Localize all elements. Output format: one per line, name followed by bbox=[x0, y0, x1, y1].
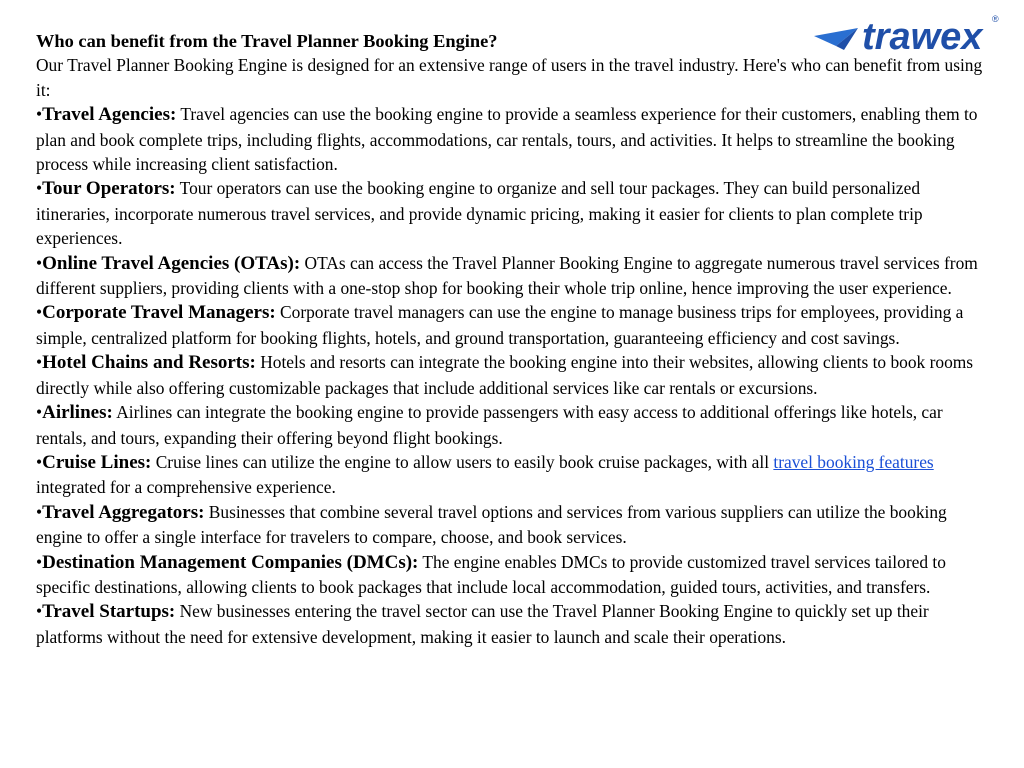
item-text-before-link: Cruise lines can utilize the engine to allow users to easily book cruise packages, with all bbox=[151, 451, 774, 472]
bullet: • bbox=[36, 252, 43, 273]
item-text: Tour operators can use the booking engine to organize and sell tour packages. They can build personalized itineraries, incorporate numerous travel services, and provide dynamic pricing, making it easier for clients to plan complete trip experiences. bbox=[36, 178, 923, 249]
list-item-cruise-lines bbox=[36, 450, 991, 500]
item-term: Travel Agencies: bbox=[42, 104, 177, 126]
item-term: Online Travel Agencies (OTAs): bbox=[42, 252, 301, 274]
list-item-otas bbox=[36, 251, 991, 301]
page-heading: Who can benefit from the Travel Planner Booking Engine? bbox=[36, 31, 498, 51]
logo-registered-mark: ® bbox=[992, 14, 999, 24]
list-item-travel-aggregators bbox=[36, 500, 991, 550]
list-item-hotel-chains bbox=[36, 350, 991, 400]
bullet: • bbox=[36, 352, 43, 373]
bullet: • bbox=[36, 302, 43, 323]
list-item-travel-agencies bbox=[36, 102, 991, 176]
item-term: Destination Management Companies (DMCs): bbox=[42, 551, 419, 573]
item-term: Corporate Travel Managers: bbox=[42, 302, 276, 324]
item-text: Hotels and resorts can integrate the booking engine into their websites, allowing clients to book rooms directly while also offering customizable packages that include additional services like car rentals or excursions. bbox=[36, 352, 974, 398]
intro-paragraph: Our Travel Planner Booking Engine is designed for an extensive range of users in the travel industry. Here's who can benefit from using it: bbox=[36, 55, 983, 100]
item-term: Travel Startups: bbox=[42, 601, 176, 623]
item-text: Businesses that combine several travel options and services from various suppliers can utilize the booking engine to offer a single interface for travelers to compare, choose, and book services. bbox=[36, 501, 947, 548]
list-item-dmcs bbox=[36, 550, 991, 600]
item-term: Travel Aggregators: bbox=[42, 501, 205, 523]
item-term: Airlines: bbox=[42, 402, 113, 424]
bullet: • bbox=[36, 501, 43, 522]
list-item-airlines bbox=[36, 400, 991, 450]
item-text: The engine enables DMCs to provide customized travel services tailored to specific destinations, allowing clients to book packages that include local accommodation, guided tours, activities, and transfers. bbox=[36, 551, 946, 597]
bullet: • bbox=[36, 601, 43, 622]
item-text-after-link: integrated for a comprehensive experience. bbox=[36, 477, 336, 498]
main-content bbox=[36, 29, 991, 649]
item-text: Travel agencies can use the booking engine to provide a seamless experience for their customers, enabling them to plan and book complete trips, including flights, accommodations, car rentals, tours, and activities. It helps to streamline the booking process while increasing client satisfaction. bbox=[36, 104, 978, 175]
item-term: Hotel Chains and Resorts: bbox=[42, 352, 256, 374]
item-text: New businesses entering the travel sector can use the Travel Planner Booking Engine to quickly set up their platforms without the need for extensive development, making it easier to launch and scale their operations. bbox=[36, 601, 929, 647]
bullet: • bbox=[36, 451, 43, 472]
item-text: Corporate travel managers can use the engine to manage business trips for employees, providing a simple, centralized platform for booking flights, hotels, and ground transportation, guaranteeing efficiency and cost savings. bbox=[36, 302, 964, 348]
list-item-travel-startups bbox=[36, 599, 991, 649]
item-term: Tour Operators: bbox=[42, 178, 176, 200]
list-item-tour-operators bbox=[36, 176, 991, 250]
item-term: Cruise Lines: bbox=[42, 451, 152, 473]
bullet: • bbox=[36, 178, 43, 199]
list-item-corporate-travel-managers bbox=[36, 300, 991, 350]
item-text: Airlines can integrate the booking engine to provide passengers with easy access to additional offerings like hotels, car rentals, and tours, expanding their offering beyond flight bookings. bbox=[36, 402, 943, 448]
item-text: OTAs can access the Travel Planner Booking Engine to aggregate numerous travel services from different suppliers, providing clients with a one-stop shop for booking their whole trip online, hence improving the user experience. bbox=[36, 252, 978, 299]
bullet: • bbox=[36, 104, 43, 125]
travel-booking-features-link[interactable]: travel booking features bbox=[773, 451, 934, 472]
logo-wordmark: trawex bbox=[862, 16, 983, 58]
bullet: • bbox=[36, 402, 43, 423]
bullet: • bbox=[36, 551, 43, 572]
